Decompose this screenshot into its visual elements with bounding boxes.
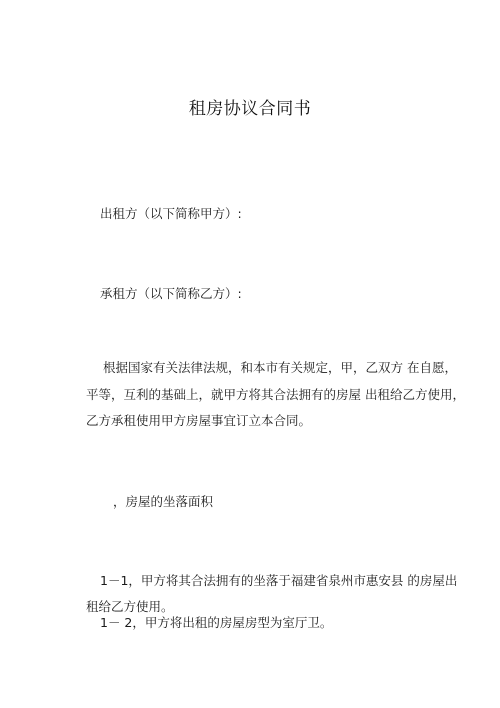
document-title: 租房协议合同书 (188, 99, 312, 119)
intro-paragraph-line: 乙方承租使用甲方房屋事宜订立本合同。 (86, 413, 312, 428)
section-heading: ，房屋的坐落面积 (113, 494, 214, 509)
clause-1-1-line: 租给乙方使用。 (86, 599, 174, 614)
lessee-line: 承租方（以下简称乙方）: (100, 286, 242, 301)
intro-paragraph-line: 平等，互利的基础上，就甲方将其合法拥有的房屋 出租给乙方使用， (86, 387, 465, 402)
clause-1-2-line: 1－ 2，甲方将出租的房屋房型为室厅卫。 (100, 615, 333, 630)
clause-1-1-line: 1－1，甲方将其合法拥有的坐落于福建省泉州市惠安县 的房屋出 (100, 573, 458, 588)
intro-paragraph-line: 根据国家有关法律法规，和本市有关规定，甲，乙双方 在自愿， (103, 360, 457, 375)
lessor-line: 出租方（以下简称甲方）: (100, 206, 242, 221)
